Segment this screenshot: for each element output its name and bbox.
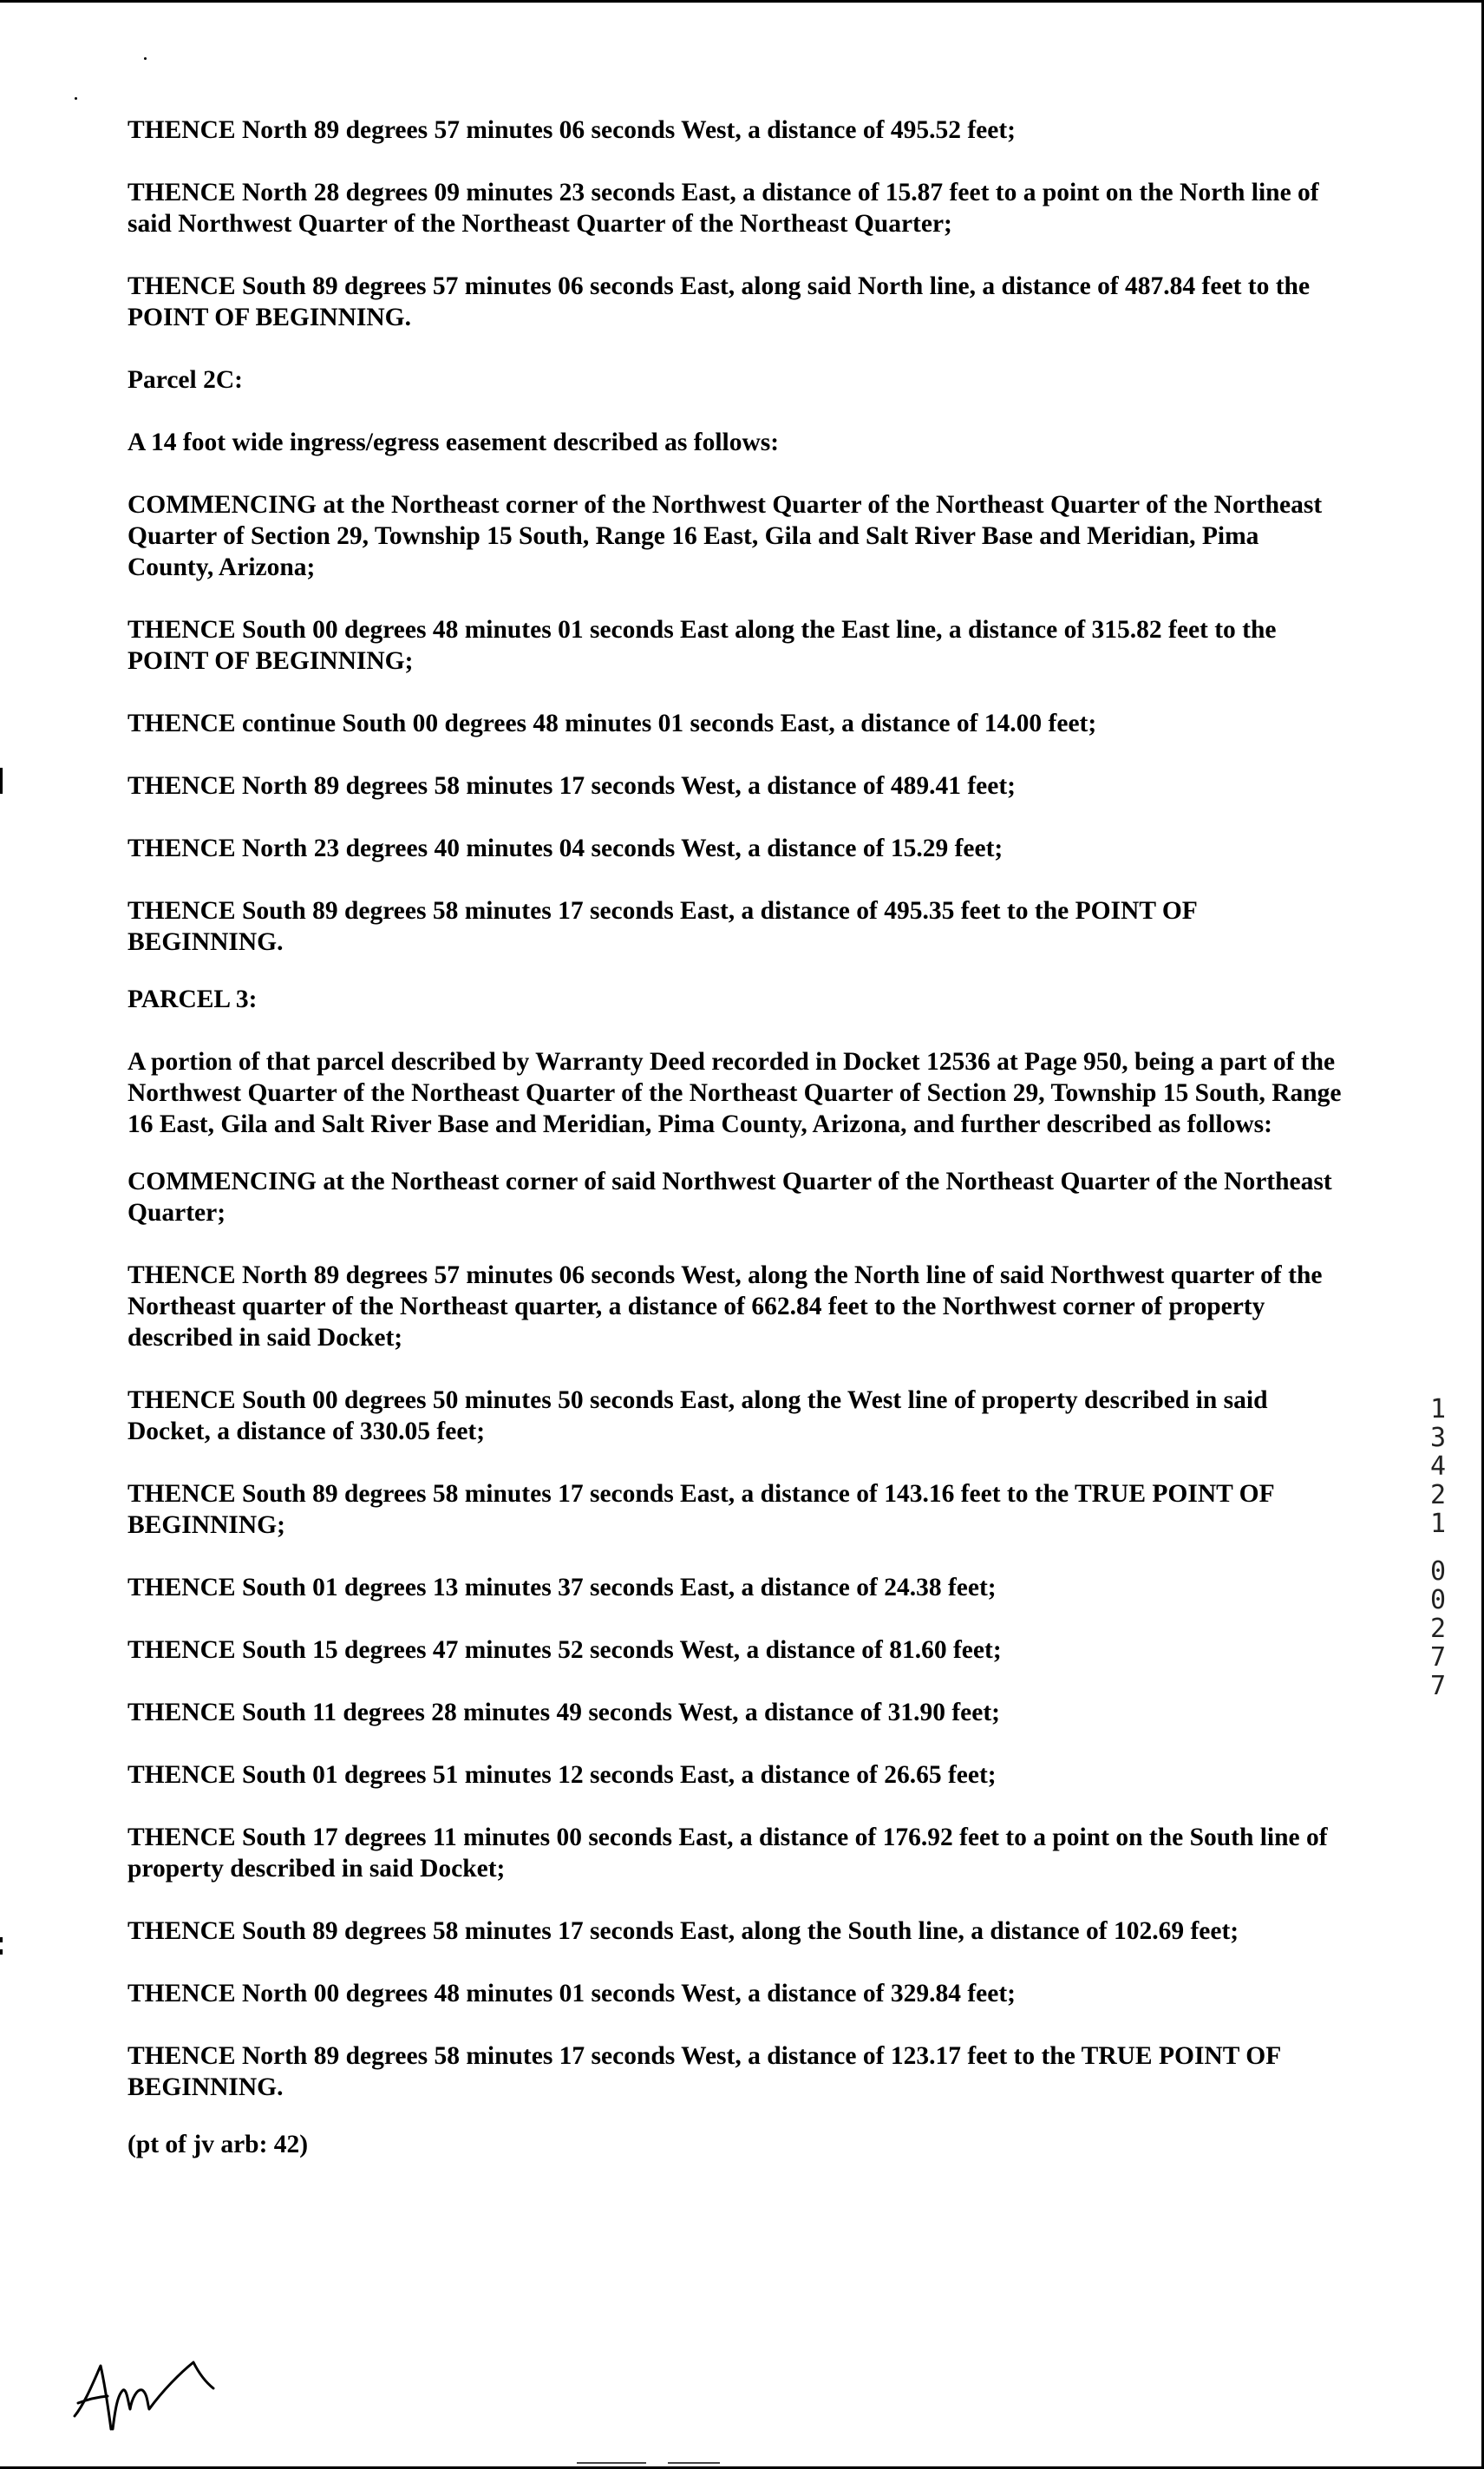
scan-speck <box>75 97 77 100</box>
paragraph: THENCE South 11 degrees 28 minutes 49 seconds West, a distance of 31.90 feet; <box>127 1699 1001 1726</box>
paragraph: THENCE South 89 degrees 57 minutes 06 seconds East, along said North line, a distance of 487.84 feet to the POINT OF BEGINNING. <box>127 272 1311 331</box>
scan-edge-mark <box>0 768 3 794</box>
stamp-digit: 3 <box>1429 1423 1447 1453</box>
paragraph: COMMENCING at the Northeast corner of the Northwest Quarter of the Northeast Quarter of the Northeast Quarter of Section 29, Township 15 South, Range 16 East, Gila and Salt River Base and Meridian, Pima County, Arizona; <box>127 491 1323 581</box>
stamp-digit: 0 <box>1429 1585 1447 1615</box>
paragraph: THENCE continue South 00 degrees 48 minutes 01 seconds East, a distance of 14.00 feet; <box>127 710 1097 737</box>
page-border-top <box>0 0 1484 3</box>
legal-description-body <box>127 115 1342 2191</box>
stamp-digit: 7 <box>1429 1671 1447 1701</box>
paragraph: A portion of that parcel described by Warranty Deed recorded in Docket 12536 at Page 950, being a part of the Northwest Quarter of the Northeast Quarter of the Northeast Quarter of Section 29, Township 15 South, Range 16 East, Gila and Salt River Base and Meridian, Pima County, Arizona, and further described as follows: <box>127 1048 1342 1138</box>
paragraph: THENCE South 89 degrees 58 minutes 17 seconds East, a distance of 495.35 feet to the POINT OF BEGINNING. <box>127 897 1197 956</box>
paragraph: THENCE South 89 degrees 58 minutes 17 seconds East, a distance of 143.16 feet to the TRUE POINT OF BEGINNING; <box>127 1480 1274 1539</box>
paragraph: COMMENCING at the Northeast corner of said Northwest Quarter of the Northeast Quarter of the Northeast Quarter; <box>127 1168 1332 1227</box>
paragraph: THENCE North 00 degrees 48 minutes 01 seconds West, a distance of 329.84 feet; <box>127 1980 1016 2007</box>
stamp-digit: 2 <box>1429 1480 1447 1510</box>
scan-speck <box>144 57 147 60</box>
section-heading: Parcel 2C: <box>127 366 243 394</box>
stamp-digit: 4 <box>1429 1451 1447 1482</box>
stamp-digit: 1 <box>1429 1509 1447 1539</box>
paragraph: THENCE South 17 degrees 11 minutes 00 seconds East, a distance of 176.92 feet to a point on the South line of property described in said Docket; <box>127 1824 1328 1883</box>
parcel-reference-note: (pt of jv arb: 42) <box>127 2131 309 2158</box>
scan-edge-mark <box>0 1949 3 1955</box>
scan-edge-mark <box>0 1937 3 1942</box>
paragraph: A 14 foot wide ingress/egress easement described as follows: <box>127 429 780 456</box>
section-heading: PARCEL 3: <box>127 986 258 1013</box>
paragraph: THENCE South 01 degrees 13 minutes 37 seconds East, a distance of 24.38 feet; <box>127 1574 997 1601</box>
stamp-digit: 7 <box>1429 1642 1447 1673</box>
stamp-digit: 0 <box>1429 1556 1447 1587</box>
paragraph: THENCE North 89 degrees 57 minutes 06 seconds West, a distance of 495.52 feet; <box>127 116 1016 144</box>
paragraph: THENCE South 15 degrees 47 minutes 52 seconds West, a distance of 81.60 feet; <box>127 1636 1002 1664</box>
stamp-gap <box>1421 1538 1455 1557</box>
paragraph: THENCE North 89 degrees 58 minutes 17 seconds West, a distance of 123.17 feet to the TRUE POINT OF BEGINNING. <box>127 2042 1281 2101</box>
stamp-digit: 1 <box>1429 1394 1447 1424</box>
scan-edge-mark <box>577 2462 646 2464</box>
paragraph: THENCE North 23 degrees 40 minutes 04 seconds West, a distance of 15.29 feet; <box>127 835 1003 862</box>
paragraph: THENCE North 28 degrees 09 minutes 23 seconds East, a distance of 15.87 feet to a point on the North line of said Northwest Quarter of the Northeast Quarter of the Northeast Quarter; <box>127 179 1319 238</box>
stamp-digit: 2 <box>1429 1614 1447 1644</box>
scan-edge-mark <box>668 2462 720 2464</box>
paragraph: THENCE North 89 degrees 57 minutes 06 seconds West, along the North line of said Northwest quarter of the Northeast quarter of the Northeast quarter, a distance of 662.84 feet to the Northwest corner of property described in said Docket; <box>127 1261 1323 1352</box>
paragraph: THENCE South 89 degrees 58 minutes 17 seconds East, along the South line, a distance of 102.69 feet; <box>127 1917 1239 1945</box>
paragraph: THENCE South 00 degrees 50 minutes 50 seconds East, along the West line of property described in said Docket, a distance of 330.05 feet; <box>127 1386 1268 1445</box>
recording-number-stamp <box>1421 1395 1455 1700</box>
paragraph: THENCE North 89 degrees 58 minutes 17 seconds West, a distance of 489.41 feet; <box>127 772 1016 800</box>
handwritten-initials-signature <box>68 2355 215 2438</box>
paragraph: THENCE South 01 degrees 51 minutes 12 seconds East, a distance of 26.65 feet; <box>127 1761 997 1789</box>
paragraph: THENCE South 00 degrees 48 minutes 01 seconds East along the East line, a distance of 315.82 feet to the POINT OF BEGINNING; <box>127 616 1277 675</box>
